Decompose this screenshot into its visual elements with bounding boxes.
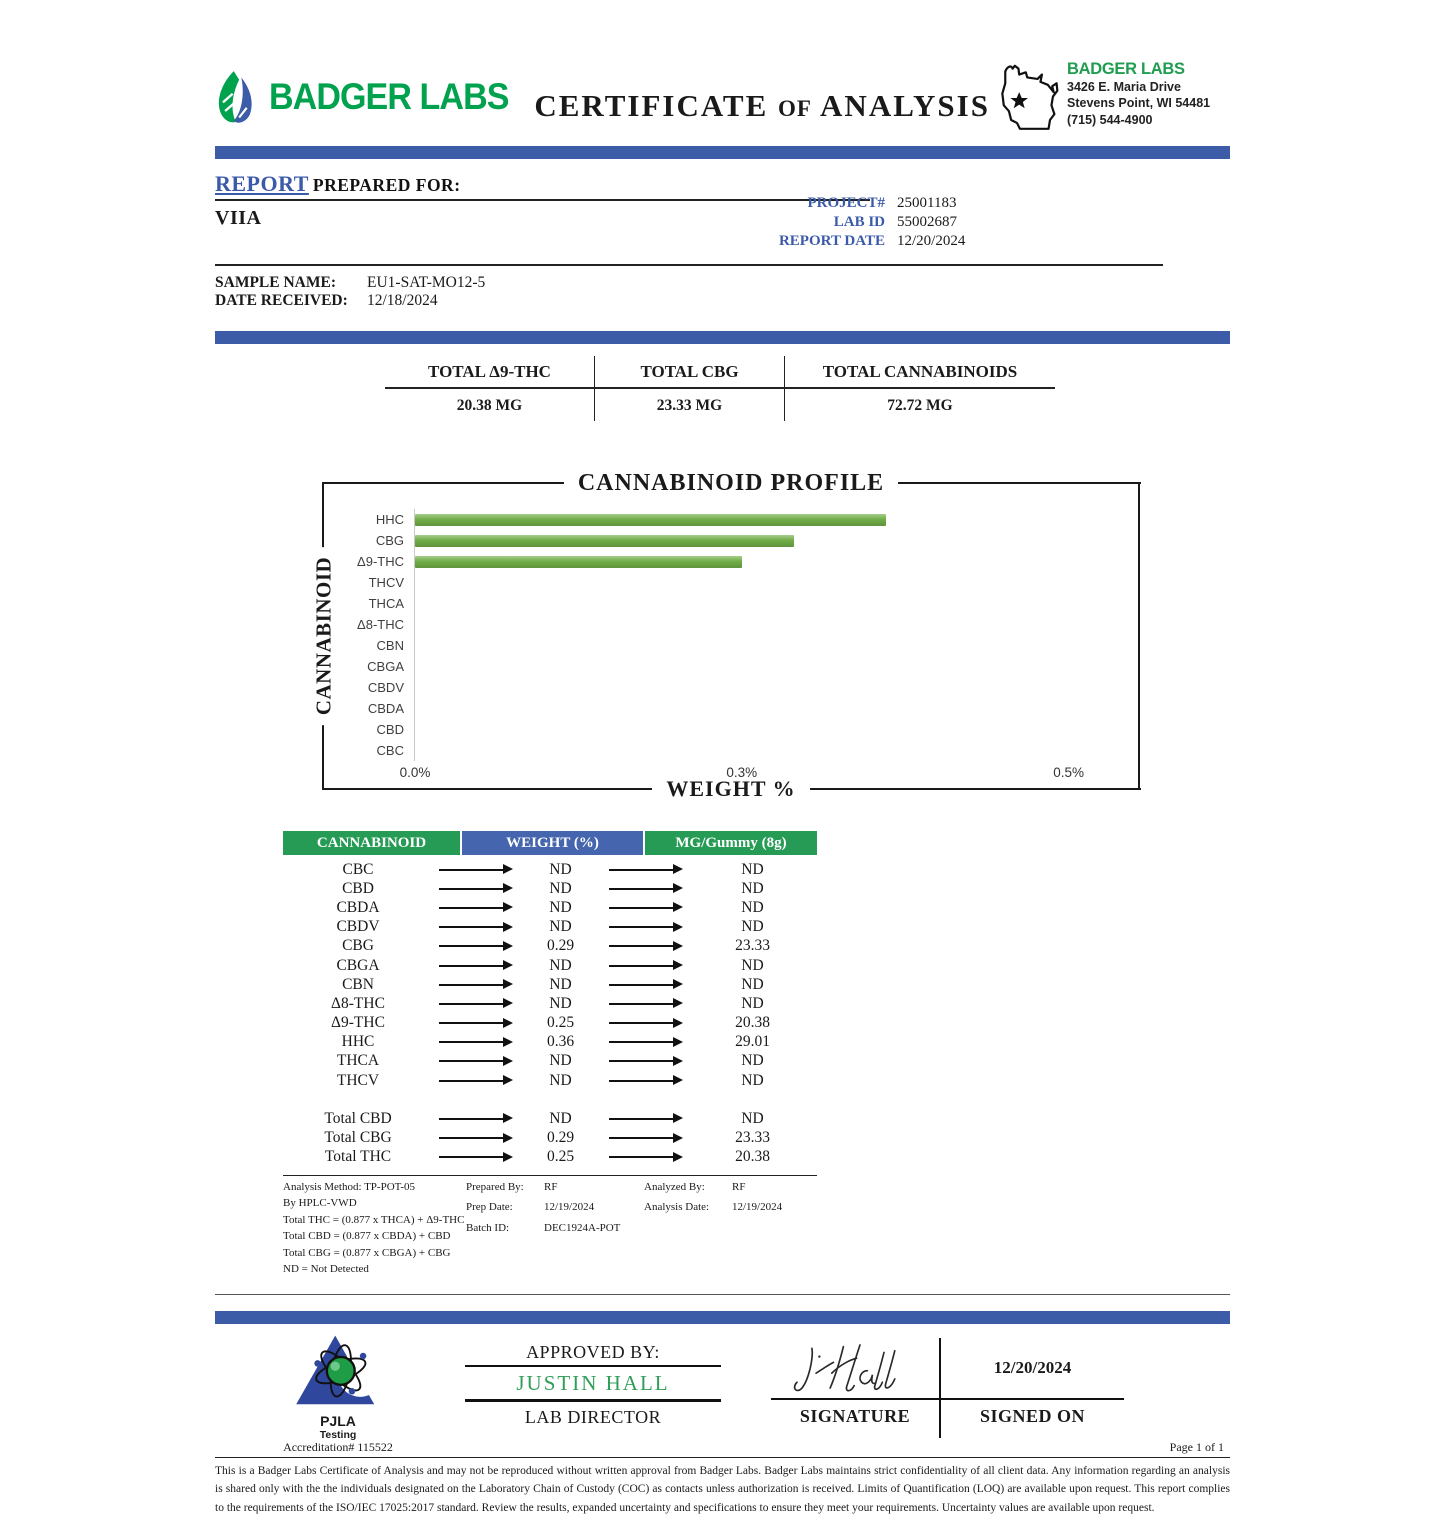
chart-row	[324, 656, 1138, 677]
report-meta-row	[705, 233, 1125, 252]
arrow-icon	[609, 1003, 674, 1005]
weight-value: ND	[549, 975, 572, 993]
footnote-label: Analysis Date:	[644, 1201, 710, 1214]
arrow-icon	[609, 926, 674, 928]
cannabinoid-name: Δ8-THC	[331, 994, 385, 1012]
arrow-icon	[609, 869, 674, 871]
footnote-line: ND = Not Detected	[283, 1263, 369, 1276]
chart-bar-zone	[414, 677, 1138, 698]
weight-value: ND	[549, 879, 572, 897]
cannabinoid-name: THCV	[336, 1071, 380, 1089]
chart-x-tick: 0.0%	[399, 765, 431, 780]
date-received-label: DATE RECEIVED:	[215, 292, 348, 309]
chart-row	[324, 551, 1138, 572]
chart-bar	[415, 514, 886, 526]
mg-value: ND	[741, 860, 764, 878]
chart-bar-zone	[414, 551, 1138, 572]
mg-value: 23.33	[735, 1129, 770, 1147]
totals-table	[385, 356, 1055, 421]
weight-value: 0.25	[546, 1014, 575, 1032]
cannabinoid-name: CBC	[342, 860, 374, 878]
arrow-icon	[439, 1060, 504, 1062]
arrow-icon	[439, 888, 504, 890]
chart-row	[324, 593, 1138, 614]
arrow-icon	[439, 1118, 504, 1120]
arrow-icon	[439, 926, 504, 928]
results-total-row	[283, 1148, 817, 1167]
results-row	[283, 994, 817, 1013]
results-row	[283, 1052, 817, 1071]
signed-on-label: SIGNED ON	[979, 1405, 1086, 1426]
lab-name: BADGER LABS	[1067, 60, 1185, 78]
footnote-value: DEC1924A-POT	[544, 1221, 621, 1234]
date-received-value: 12/18/2024	[367, 292, 438, 309]
chart-category-label: Δ8-THC	[357, 617, 404, 632]
footnotes	[283, 1175, 817, 1278]
mg-value: ND	[741, 1052, 764, 1070]
weight-value: 0.29	[546, 937, 575, 955]
arrow-icon	[439, 965, 504, 967]
results-total-row	[283, 1109, 817, 1128]
arrow-icon	[609, 1137, 674, 1139]
chart-category-label: CBG	[375, 533, 404, 548]
document-title: CERTIFICATE OF ANALYSIS	[534, 88, 990, 123]
disclaimer-text: This is a Badger Labs Certificate of Analysis and may not be reproduced without written approval from Badger Labs. Badger Labs maintains strict confidentiality of all client data. Any information regarding an analysis is shared only with the the individuals designated on the Laboratory Chain of Custody (COC) as contacts unless authorization is received. Limits of Quantification (LOQ) are available upon request. This report complies to the requirements of the ISO/IEC 17025:2017 standard. Review the results, expanded uncertainty and specifications to ensure they meet your requirements. Uncertainty values are available upon request.	[215, 1464, 1230, 1514]
signature-icon	[780, 1340, 930, 1398]
mg-value: 29.01	[735, 1033, 770, 1051]
table-spacer	[283, 1090, 817, 1109]
mg-value: 23.33	[735, 937, 770, 955]
results-header-cell: MG/Gummy (8g)	[645, 831, 817, 855]
weight-value: ND	[549, 1071, 572, 1089]
header	[215, 54, 1230, 146]
wisconsin-map-icon	[995, 60, 1061, 136]
total-value-cell: 72.72 MG	[887, 397, 953, 414]
results-header-cell: WEIGHT (%)	[462, 831, 643, 855]
results-row	[283, 1014, 817, 1033]
arrow-icon	[439, 1041, 504, 1043]
bottom-rule	[215, 1457, 1230, 1458]
chart-row	[324, 530, 1138, 551]
results-row	[283, 918, 817, 937]
footnote-kv	[466, 1220, 644, 1237]
chart-category-label: Δ9-THC	[357, 554, 404, 569]
results-table	[283, 831, 817, 1167]
chart-category-label: CBDA	[367, 701, 404, 716]
weight-value: 0.25	[546, 1148, 575, 1166]
arrow-icon	[609, 984, 674, 986]
pjla-testing: Testing	[319, 1429, 357, 1442]
weight-value: ND	[549, 898, 572, 916]
approver-title: LAB DIRECTOR	[524, 1406, 662, 1427]
chart-bar-zone	[414, 530, 1138, 551]
chart-x-axis-label: WEIGHT %	[666, 776, 796, 801]
footnote-line: Analysis Method: TP-POT-05	[283, 1180, 416, 1193]
weight-value: 0.36	[546, 1033, 575, 1051]
divider-bar-bottom	[215, 1311, 1230, 1324]
footnote-label: Batch ID:	[466, 1221, 510, 1234]
chart-bar-zone	[414, 740, 1138, 761]
footnote-label: Analyzed By:	[644, 1180, 705, 1193]
footnote-line: Total THC = (0.877 x THCA) + Δ9-THC	[283, 1213, 465, 1226]
cannabinoid-name: CBDA	[336, 898, 380, 916]
footer-hairline	[215, 1294, 1230, 1295]
sample-name-label: SAMPLE NAME:	[215, 274, 336, 291]
mg-value: ND	[741, 879, 764, 897]
mg-value: ND	[741, 1109, 764, 1127]
cannabinoid-name: Total THC	[324, 1148, 392, 1166]
pjla-name: PJLA	[320, 1413, 356, 1430]
cannabinoid-name: CBD	[342, 879, 374, 897]
divider-bar-2	[215, 331, 1230, 344]
results-table-body	[283, 860, 817, 1167]
total-value-cell: 23.33 MG	[595, 389, 785, 421]
results-row	[283, 1033, 817, 1052]
lab-address: 3426 E. Maria Drive Stevens Point, WI 54481 (715) 544-4900	[1067, 80, 1211, 127]
pjla-logo-icon	[286, 1330, 390, 1408]
signature-block	[771, 1338, 1124, 1438]
footnote-line: Total CBG = (0.877 x CBGA) + CBG	[283, 1246, 451, 1259]
chart-plot-area	[324, 509, 1138, 761]
meta-label: REPORT DATE	[778, 233, 885, 249]
lab-address-card	[995, 60, 1230, 136]
mg-value: ND	[741, 898, 764, 916]
arrow-icon	[609, 1041, 674, 1043]
footnote-value: RF	[732, 1180, 746, 1193]
arrow-icon	[439, 1080, 504, 1082]
signature-label: SIGNATURE	[771, 1400, 941, 1438]
signature-image-cell	[771, 1338, 941, 1400]
mg-value: ND	[741, 994, 764, 1012]
results-row	[283, 975, 817, 994]
report-info-section	[215, 171, 1230, 321]
report-heading: REPORT PREPARED FOR:	[215, 171, 870, 201]
signed-on-date: 12/20/2024	[941, 1338, 1124, 1400]
arrow-icon	[439, 869, 504, 871]
footnotes-prep	[466, 1179, 644, 1278]
results-row	[283, 937, 817, 956]
chart-bar-zone	[414, 509, 1138, 530]
chart-title: CANNABINOID PROFILE	[577, 469, 885, 496]
chart-category-label: CBC	[376, 743, 404, 758]
pjla-accreditation-block	[273, 1330, 403, 1455]
sample-name-value: EU1-SAT-MO12-5	[367, 274, 486, 291]
results-row	[283, 956, 817, 975]
chart-category-label: THCV	[368, 575, 404, 590]
results-header-cell: CANNABINOID	[283, 831, 460, 855]
footnotes-methods	[283, 1179, 466, 1278]
cannabinoid-name: Δ9-THC	[331, 1014, 385, 1032]
chart-x-tick: 0.5%	[1053, 765, 1084, 780]
footnote-value: 12/19/2024	[732, 1201, 783, 1214]
cannabinoid-profile-chart	[311, 469, 1140, 801]
chart-x-axis-row	[322, 772, 1141, 806]
chart-row	[324, 719, 1138, 740]
chart-bar-zone	[414, 719, 1138, 740]
arrow-icon	[439, 984, 504, 986]
arrow-icon	[609, 1080, 674, 1082]
footnote-label: Prep Date:	[466, 1201, 513, 1214]
mg-value: ND	[741, 1071, 764, 1089]
meta-value: 55002687	[897, 214, 957, 230]
footnotes-analysis	[644, 1179, 817, 1278]
chart-row	[324, 572, 1138, 593]
totals-value-row	[385, 389, 1055, 421]
total-value-cell: 20.38 MG	[385, 389, 595, 421]
divider-bar-top	[215, 146, 1230, 159]
footnote-value: RF	[544, 1180, 558, 1193]
pjla-accreditation-number: Accreditation# 115522	[283, 1440, 393, 1455]
results-total-row	[283, 1128, 817, 1147]
cannabinoid-name: HHC	[341, 1033, 375, 1051]
page-number: Page 1 of 1	[1169, 1439, 1224, 1454]
results-row	[283, 860, 817, 879]
arrow-icon	[439, 1022, 504, 1024]
cannabinoid-name: CBG	[342, 937, 374, 955]
footnote-kv	[644, 1179, 817, 1196]
cannabinoid-name: CBN	[342, 975, 374, 993]
chart-row	[324, 614, 1138, 635]
meta-value: 12/20/2024	[897, 233, 966, 249]
mg-value: ND	[741, 918, 764, 936]
chart-y-axis-label: CANNABINOID	[312, 547, 337, 725]
arrow-icon	[609, 1022, 674, 1024]
weight-value: ND	[549, 1109, 572, 1127]
chart-row	[324, 740, 1138, 761]
chart-bar-zone	[414, 614, 1138, 635]
chart-bar	[415, 535, 794, 547]
chart-category-label: CBD	[376, 722, 404, 737]
footnote-kv	[644, 1199, 817, 1216]
footnote-label: Prepared By:	[466, 1180, 524, 1193]
client-name: VIIA	[215, 207, 262, 229]
chart-row	[324, 698, 1138, 719]
report-meta-row	[705, 214, 1125, 233]
arrow-icon	[609, 1156, 674, 1158]
chart-category-label: CBDV	[367, 680, 404, 695]
mg-value: 20.38	[735, 1148, 770, 1166]
totals-header-row	[385, 356, 1055, 389]
report-meta-row	[705, 195, 1125, 214]
arrow-icon	[439, 1003, 504, 1005]
arrow-icon	[439, 1156, 504, 1158]
sample-info	[215, 264, 1163, 310]
chart-row	[324, 635, 1138, 656]
cannabinoid-name: THCA	[336, 1052, 380, 1070]
cannabinoid-name: Total CBD	[324, 1109, 392, 1127]
arrow-icon	[609, 888, 674, 890]
weight-value: ND	[549, 860, 572, 878]
mg-value: ND	[741, 956, 764, 974]
chart-bar-zone	[414, 698, 1138, 719]
footnote-kv	[466, 1199, 644, 1216]
chart-bar	[415, 556, 742, 568]
chart-bar-zone	[414, 572, 1138, 593]
results-row	[283, 898, 817, 917]
mg-value: ND	[741, 975, 764, 993]
cannabinoid-name: CBDV	[336, 918, 380, 936]
report-meta	[705, 195, 1125, 252]
chart-category-label: HHC	[375, 512, 404, 527]
chart-category-label: THCA	[368, 596, 404, 611]
total-header-cell: TOTAL CBG	[595, 356, 785, 387]
leaf-logo-icon	[215, 70, 259, 124]
arrow-icon	[609, 945, 674, 947]
footnote-value: 12/19/2024	[544, 1201, 595, 1214]
approved-by-label: APPROVED BY:	[465, 1342, 721, 1367]
meta-label: PROJECT#	[807, 195, 885, 211]
weight-value: ND	[549, 994, 572, 1012]
chart-category-label: CBN	[376, 638, 404, 653]
weight-value: ND	[549, 956, 572, 974]
arrow-icon	[439, 907, 504, 909]
cannabinoid-name: Total CBG	[324, 1129, 392, 1147]
approved-by-block	[465, 1342, 721, 1438]
arrow-icon	[439, 1137, 504, 1139]
arrow-icon	[609, 1060, 674, 1062]
brand-name: BADGER LABS	[269, 76, 509, 117]
footnote-line: By HPLC-VWD	[283, 1197, 357, 1210]
brand-logo	[215, 70, 529, 124]
chart-bar-zone	[414, 656, 1138, 677]
total-header-cell: TOTAL CANNABINOIDS	[822, 362, 1018, 381]
chart-category-label: CBGA	[367, 659, 404, 674]
chart-title-row	[322, 467, 1141, 499]
weight-value: 0.29	[546, 1129, 575, 1147]
results-row	[283, 1071, 817, 1090]
footnote-line: Total CBD = (0.877 x CBDA) + CBD	[283, 1230, 451, 1243]
chart-bar-zone	[414, 635, 1138, 656]
chart-row	[324, 677, 1138, 698]
arrow-icon	[609, 965, 674, 967]
arrow-icon	[609, 1118, 674, 1120]
mg-value: 20.38	[735, 1014, 770, 1032]
meta-label: LAB ID	[833, 214, 885, 230]
weight-value: ND	[549, 1052, 572, 1070]
chart-row	[324, 509, 1138, 530]
footnote-kv	[466, 1179, 644, 1196]
results-table-header	[283, 831, 817, 855]
results-row	[283, 879, 817, 898]
meta-value: 25001183	[897, 195, 957, 211]
arrow-icon	[439, 945, 504, 947]
weight-value: ND	[549, 918, 572, 936]
arrow-icon	[609, 907, 674, 909]
approver-name: JUSTIN HALL	[465, 1367, 721, 1402]
chart-x-tick: 0.3%	[726, 765, 758, 780]
cannabinoid-name: CBGA	[336, 956, 380, 974]
total-header-cell: TOTAL Δ9-THC	[385, 356, 595, 387]
chart-bar-zone	[414, 593, 1138, 614]
